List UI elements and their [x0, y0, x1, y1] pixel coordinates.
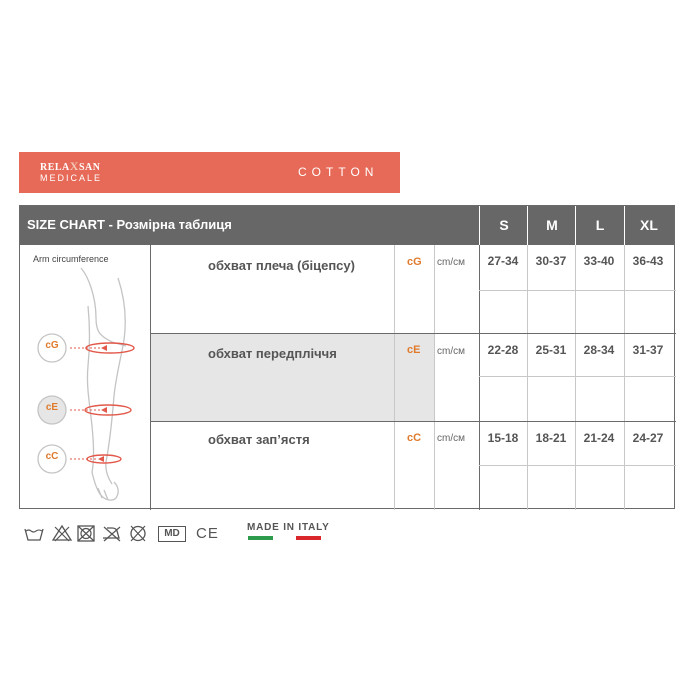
made-in-italy-label: MADE IN ITALY — [247, 522, 330, 533]
product-name: COTTON — [298, 165, 379, 179]
wash-30-icon — [24, 523, 44, 543]
row-label-forearm: обхват передпліччя — [208, 346, 337, 361]
marker-cc: cC — [45, 451, 59, 462]
row-code-ce: cE — [407, 344, 421, 356]
size-xl-header: XL — [640, 217, 658, 233]
marker-cg: cG — [45, 340, 59, 351]
size-m-header: M — [546, 217, 558, 233]
value-cell: 33-40 — [583, 254, 615, 268]
italy-flag-red — [296, 536, 321, 540]
row-unit: cm/см — [437, 433, 465, 444]
row-code-cg: cG — [407, 256, 422, 268]
size-l-header: L — [595, 217, 605, 233]
arm-circumference-label: Arm circumference — [33, 254, 109, 264]
no-tumble-dry-icon — [76, 523, 96, 543]
value-cell: 18-21 — [535, 431, 567, 445]
size-s-header: S — [499, 217, 509, 233]
value-cell: 24-27 — [632, 431, 664, 445]
no-dry-clean-icon — [128, 523, 148, 543]
medical-device-badge: MD — [158, 526, 186, 542]
no-iron-icon — [100, 523, 122, 543]
size-chart-table — [19, 205, 675, 509]
row-label-biceps: обхват плеча (біцепсу) — [208, 258, 355, 273]
ce-mark: CE — [196, 525, 219, 542]
value-cell: 22-28 — [487, 343, 519, 357]
no-bleach-icon — [52, 523, 72, 543]
value-cell: 30-37 — [535, 254, 567, 268]
arm-illustration — [28, 266, 146, 506]
brand-name: RELAXSAN — [40, 159, 101, 173]
marker-ce: cE — [45, 402, 59, 413]
row-unit: cm/см — [437, 257, 465, 268]
brand-banner — [19, 152, 400, 193]
value-cell: 28-34 — [583, 343, 615, 357]
value-cell: 27-34 — [487, 254, 519, 268]
italy-flag-green — [248, 536, 273, 540]
row-label-wrist: обхват зап’ястя — [208, 432, 310, 447]
value-cell: 36-43 — [632, 254, 664, 268]
brand-subtitle: MEDICALE — [40, 173, 103, 183]
value-cell: 31-37 — [632, 343, 664, 357]
value-cell: 15-18 — [487, 431, 519, 445]
row-unit: cm/см — [437, 346, 465, 357]
row-code-cc: cC — [407, 432, 422, 444]
value-cell: 25-31 — [535, 343, 567, 357]
relaxsan-logo — [40, 161, 102, 184]
table-title: SIZE CHART - Розмірна таблиця — [27, 217, 232, 232]
value-cell: 21-24 — [583, 431, 615, 445]
